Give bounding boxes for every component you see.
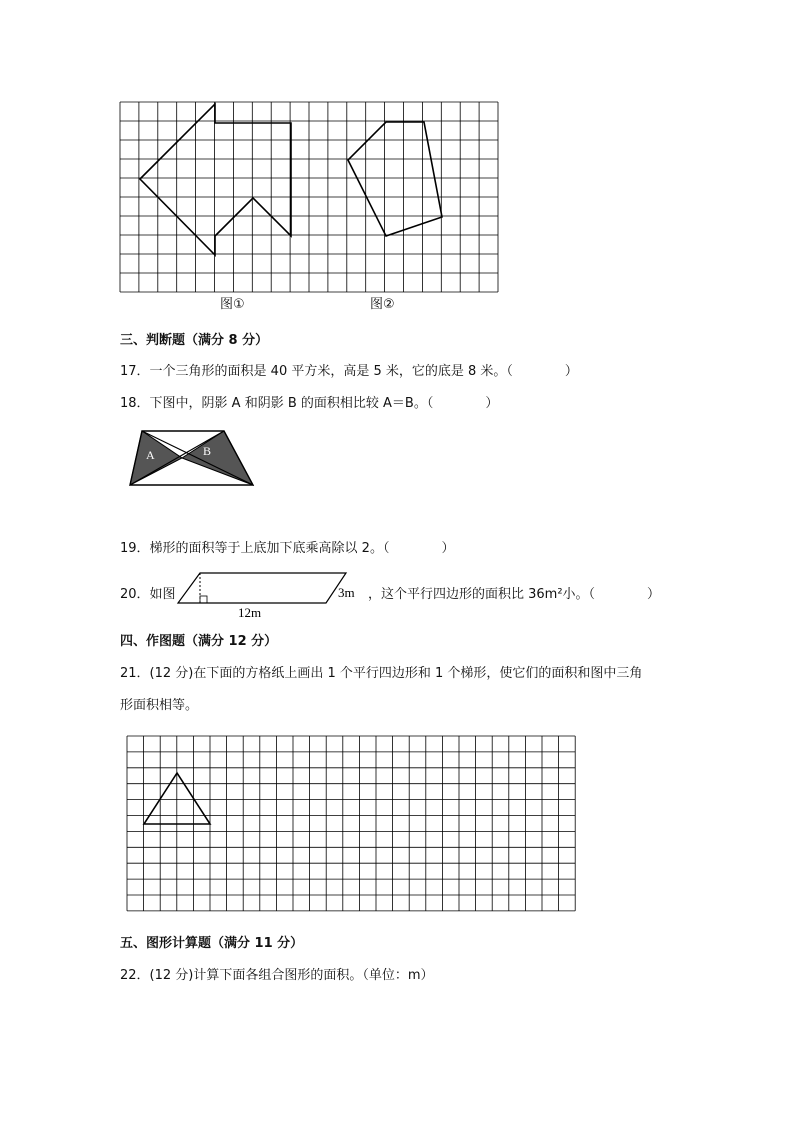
trapezoid-figure <box>128 428 258 490</box>
section4-heading: 四、作图题（满分 12 分） <box>120 634 278 649</box>
section5-heading: 五、图形计算题（满分 11 分） <box>120 936 304 951</box>
grid-figure-bottom <box>127 736 577 912</box>
shaded-triangle-b <box>182 431 253 485</box>
label-b: B <box>203 444 212 458</box>
fish-shape <box>140 104 291 255</box>
question-22: 22．(12 分)计算下面各组合图形的面积。（单位：m） <box>120 968 434 983</box>
question-21-line2: 形面积相等。 <box>120 698 199 713</box>
right-angle-mark <box>200 596 207 603</box>
label-base: 12m <box>238 605 262 620</box>
question-20-prefix: 20．如图 <box>120 587 176 602</box>
label-side: 3m <box>338 585 355 600</box>
grid-figure-top <box>120 102 500 294</box>
pentagon-shape <box>348 122 442 236</box>
question-17: 17．一个三角形的面积是 40 平方米，高是 5 米，它的底是 8 米。（ ） <box>120 364 578 379</box>
question-18: 18．下图中，阴影 A 和阴影 B 的面积相比较 A＝B。（ ） <box>120 396 499 411</box>
figure-caption-1: 图① <box>220 297 245 312</box>
section3-heading: 三、判断题（满分 8 分） <box>120 333 269 348</box>
question-21-line1: 21．(12 分)在下面的方格纸上画出 1 个平行四边形和 1 个梯形，使它们的面积和图中三角 <box>120 666 643 681</box>
parallelogram-figure <box>176 570 366 622</box>
question-20-suffix: ，这个平行四边形的面积比 36m²小。（ ） <box>368 587 661 602</box>
parallelogram-outline <box>178 573 346 603</box>
shaded-triangle-a <box>130 431 182 485</box>
question-19: 19．梯形的面积等于上底加下底乘高除以 2。（ ） <box>120 541 455 556</box>
label-a: A <box>146 448 155 462</box>
figure-caption-2: 图② <box>370 297 395 312</box>
